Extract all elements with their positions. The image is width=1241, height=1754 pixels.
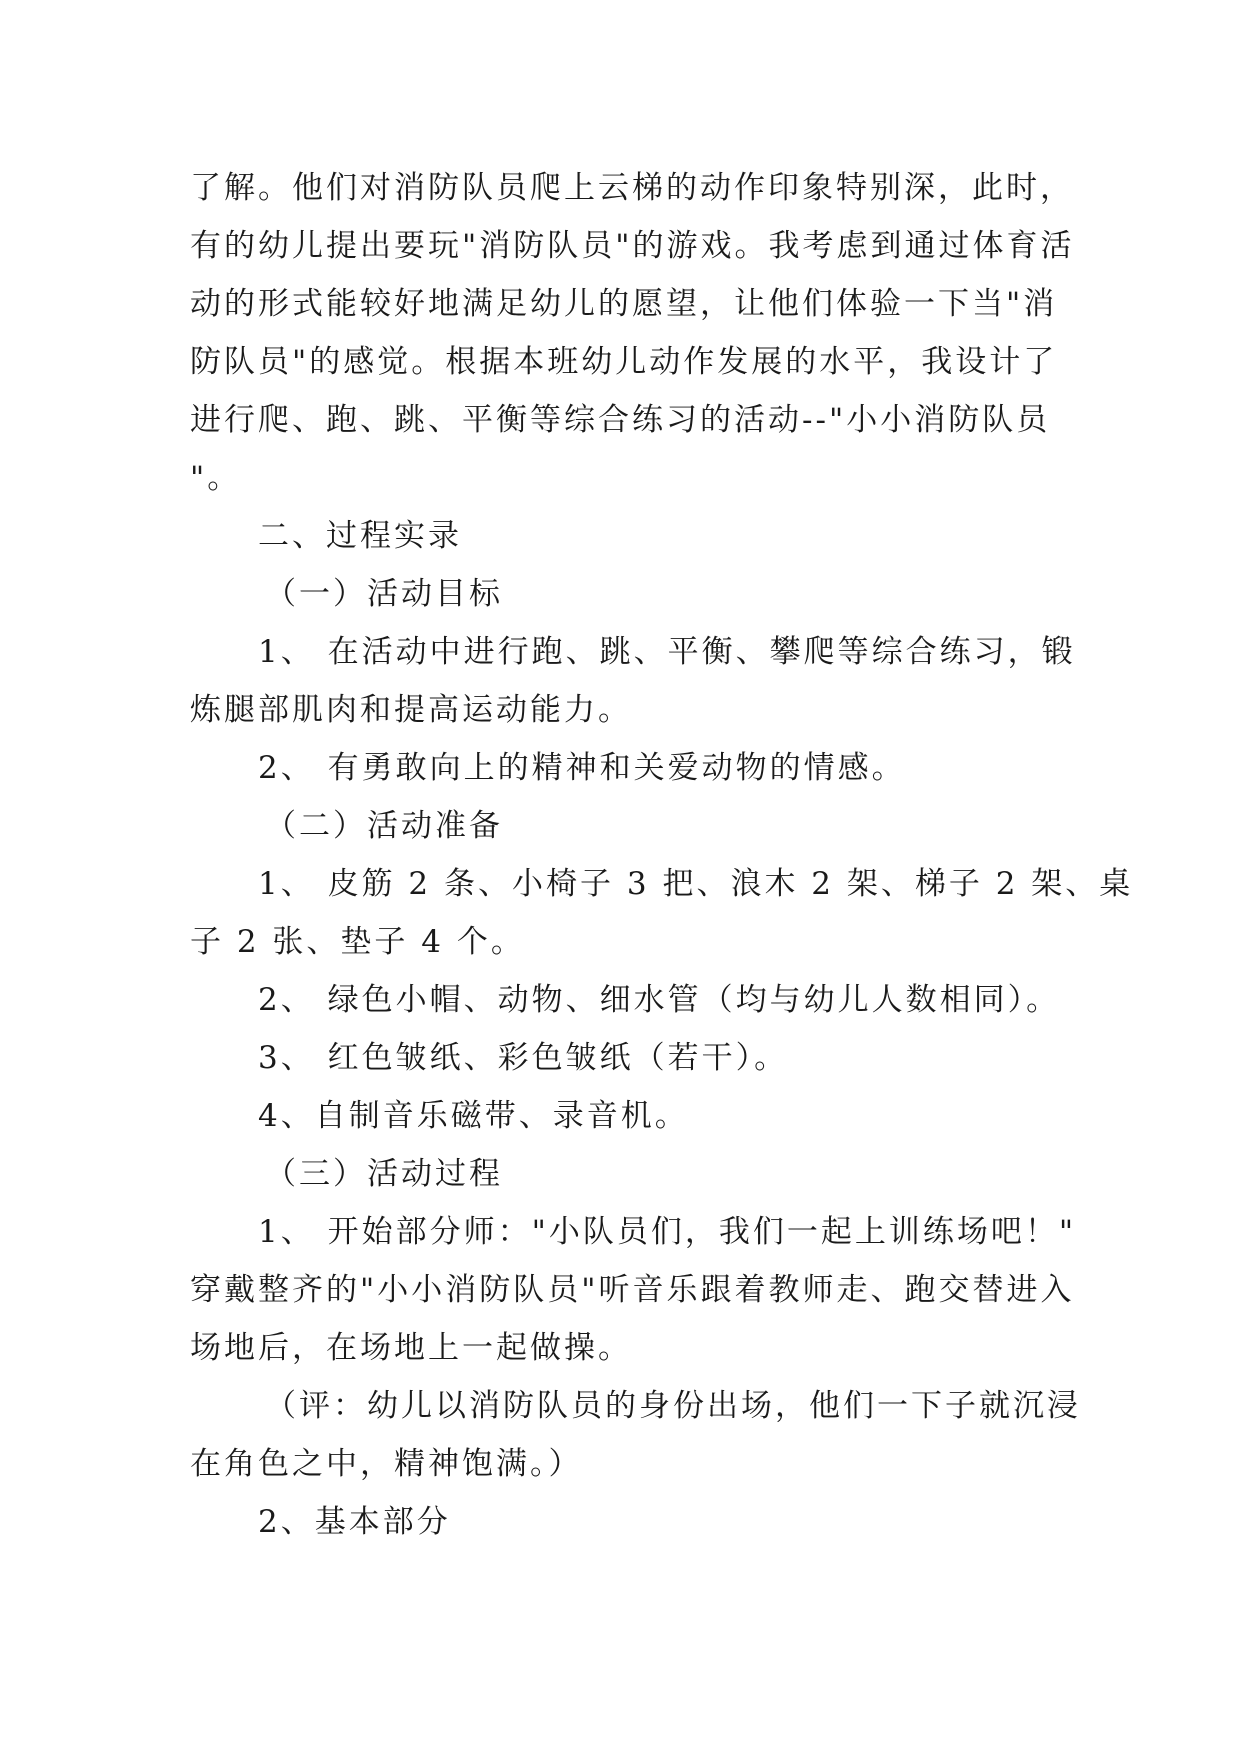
list-item: 2、 有勇敢向上的精神和关爱动物的情感。 [258, 750, 906, 786]
paragraph-line: 了解。他们对消防队员爬上云梯的动作印象特别深，此时， [190, 170, 1074, 206]
commentary-continuation: 在角色之中，精神饱满。） [190, 1446, 583, 1482]
subsection-heading: （一）活动目标 [265, 576, 503, 612]
list-item: 1、 在活动中进行跑、跳、平衡、攀爬等综合练习，锻 [258, 634, 1076, 670]
paragraph-line: 动的形式能较好地满足幼儿的愿望，让他们体验一下当"消 [190, 286, 1058, 322]
commentary-line: （评：幼儿以消防队员的身份出场，他们一下子就沉浸 [265, 1388, 1081, 1424]
paragraph-line: 防队员"的感觉。根据本班幼儿动作发展的水平，我设计了 [190, 344, 1058, 380]
subsection-heading: （二）活动准备 [265, 808, 503, 844]
list-item-continuation: 穿戴整齐的"小小消防队员"听音乐跟着教师走、跑交替进入 [190, 1272, 1075, 1308]
subsection-heading: （三）活动过程 [265, 1156, 503, 1192]
paragraph-line: "。 [190, 460, 242, 496]
list-item: 1、 皮筋 2 条、小椅子 3 把、浪木 2 架、梯子 2 架、桌 [258, 866, 1134, 902]
list-item-continuation: 场地后，在场地上一起做操。 [190, 1330, 632, 1366]
list-item: 3、 红色皱纸、彩色皱纸（若干）。 [258, 1040, 789, 1076]
list-item: 4、自制音乐磁带、录音机。 [258, 1098, 689, 1134]
list-item: 1、 开始部分师："小队员们，我们一起上训练场吧！" [258, 1214, 1077, 1250]
list-item-continuation: 子 2 张、垫子 4 个。 [190, 924, 525, 960]
paragraph-line: 有的幼儿提出要玩"消防队员"的游戏。我考虑到通过体育活 [190, 228, 1075, 264]
list-item: 2、基本部分 [258, 1504, 451, 1540]
list-item-continuation: 炼腿部肌肉和提高运动能力。 [190, 692, 632, 728]
section-heading: 二、过程实录 [258, 518, 462, 554]
list-item: 2、 绿色小帽、动物、细水管（均与幼儿人数相同）。 [258, 982, 1061, 1018]
paragraph-line: 进行爬、跑、跳、平衡等综合练习的活动--"小小消防队员 [190, 402, 1051, 438]
